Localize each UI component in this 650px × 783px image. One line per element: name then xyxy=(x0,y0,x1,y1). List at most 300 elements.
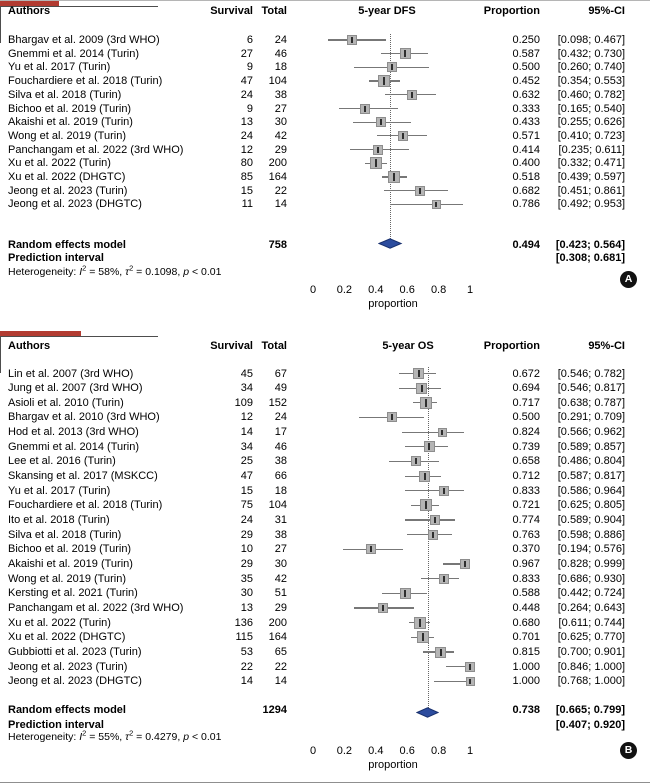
study-survival: 115 xyxy=(235,631,253,644)
estimate-tick xyxy=(404,50,406,57)
study-total: 200 xyxy=(268,157,287,170)
study-author: Ito et al. 2018 (Turin) xyxy=(8,514,110,527)
confidence-interval-line xyxy=(405,490,464,491)
estimate-tick xyxy=(391,64,393,70)
col-header-plot-title: 5-year OS xyxy=(382,340,434,352)
study-proportion: 0.774 xyxy=(512,514,540,527)
study-proportion: 0.824 xyxy=(512,426,540,439)
study-ci: [0.291; 0.709] xyxy=(557,411,625,424)
study-ci: [0.235; 0.611] xyxy=(558,143,625,156)
panel-letter-b: B xyxy=(620,742,637,759)
col-header-total: Total xyxy=(261,5,287,17)
pooled-estimate-diamond xyxy=(378,238,402,249)
study-total: 17 xyxy=(274,426,287,439)
study-survival: 9 xyxy=(246,61,253,74)
study-author: Jeong et al. 2023 (Turin) xyxy=(8,184,128,197)
study-row xyxy=(0,586,650,600)
study-survival: 13 xyxy=(240,602,253,615)
study-row xyxy=(0,660,650,674)
x-axis-tick-label: 0.6 xyxy=(399,745,415,757)
study-proportion: 0.672 xyxy=(512,367,540,380)
estimate-tick xyxy=(382,605,384,611)
study-row xyxy=(0,410,650,424)
study-total: 29 xyxy=(274,602,287,615)
estimate-tick xyxy=(370,546,372,552)
study-survival: 13 xyxy=(240,116,253,129)
estimate-tick xyxy=(419,188,421,194)
study-proportion: 0.694 xyxy=(512,382,540,395)
study-author: Yu et al. 2017 (Turin) xyxy=(8,61,111,74)
study-row xyxy=(0,542,650,556)
estimate-tick xyxy=(434,517,436,523)
study-survival: 15 xyxy=(240,484,253,497)
study-ci: [0.686; 0.930] xyxy=(557,572,625,585)
het-exponent: 2 xyxy=(129,263,134,273)
study-author: Bhargav et al. 2009 (3rd WHO) xyxy=(8,34,160,46)
estimate-tick xyxy=(464,561,466,567)
study-proportion: 1.000 xyxy=(512,675,540,688)
study-proportion: 0.333 xyxy=(512,102,540,115)
study-row xyxy=(0,381,650,395)
study-row xyxy=(0,469,650,483)
estimate-tick xyxy=(424,473,426,480)
study-ci: [0.432; 0.730] xyxy=(557,47,625,60)
study-proportion: 0.452 xyxy=(512,75,540,88)
estimate-tick xyxy=(435,202,437,207)
study-total: 30 xyxy=(274,558,287,571)
study-ci: [0.194; 0.576] xyxy=(557,543,625,556)
study-survival: 24 xyxy=(240,88,253,101)
study-proportion: 0.721 xyxy=(512,499,540,512)
study-survival: 25 xyxy=(240,455,253,468)
study-total: 18 xyxy=(274,484,287,497)
study-ci: [0.589; 0.904] xyxy=(557,514,625,527)
study-author: Gubbiotti et al. 2023 (Turin) xyxy=(8,646,142,659)
study-row xyxy=(0,156,650,170)
study-row xyxy=(0,425,650,439)
study-total: 42 xyxy=(274,129,287,142)
col-header-proportion: Proportion xyxy=(483,340,540,352)
col-header-proportion: Proportion xyxy=(483,5,540,17)
study-total: 65 xyxy=(274,646,287,659)
summary-label: Random effects model xyxy=(8,704,126,716)
het-exponent: 2 xyxy=(129,728,134,738)
study-total: 27 xyxy=(274,543,287,556)
summary-total: 1294 xyxy=(262,704,287,716)
study-total: 104 xyxy=(268,75,287,88)
study-total: 164 xyxy=(268,171,287,183)
study-row xyxy=(0,60,650,74)
estimate-tick xyxy=(421,385,423,392)
estimate-tick xyxy=(441,430,443,435)
het-p-symbol: p xyxy=(183,731,190,743)
col-header-ci: 95%-CI xyxy=(588,340,625,352)
study-survival: 27 xyxy=(240,47,253,60)
study-author: Bichoo et al. 2019 (Turin) xyxy=(8,102,132,115)
col-header-total: Total xyxy=(261,340,287,352)
study-author: Gnemmi et al. 2014 (Turin) xyxy=(8,47,140,60)
study-proportion: 0.500 xyxy=(512,61,540,74)
study-row xyxy=(0,630,650,644)
study-row xyxy=(0,674,650,688)
estimate-tick xyxy=(422,633,424,641)
study-total: 51 xyxy=(274,587,287,600)
study-ci: [0.546; 0.782] xyxy=(557,367,625,380)
study-proportion: 0.701 xyxy=(512,631,540,644)
study-ci: [0.486; 0.804] xyxy=(557,455,625,468)
study-ci: [0.098; 0.467] xyxy=(557,34,625,46)
study-proportion: 0.588 xyxy=(512,587,540,600)
study-total: 22 xyxy=(274,660,287,673)
x-axis-line xyxy=(0,336,158,337)
study-author: Xu et al. 2022 (DHGTC) xyxy=(8,631,126,644)
study-total: 27 xyxy=(274,102,287,115)
x-axis-tick-label: 0.6 xyxy=(399,284,415,296)
study-ci: [0.264; 0.643] xyxy=(557,602,625,615)
study-total: 24 xyxy=(274,34,287,46)
forest-panel-os xyxy=(0,331,650,783)
study-row xyxy=(0,498,650,512)
estimate-tick xyxy=(380,119,382,125)
prediction-ci: [0.407; 0.920] xyxy=(555,719,625,731)
estimate-tick xyxy=(393,173,395,181)
study-ci: [0.700; 0.901] xyxy=(557,646,625,659)
x-axis-tick-label: 0.8 xyxy=(430,284,447,296)
study-row xyxy=(0,88,650,102)
confidence-interval-line xyxy=(328,39,386,40)
study-total: 29 xyxy=(274,143,287,156)
study-row xyxy=(0,601,650,615)
study-proportion: 0.400 xyxy=(512,157,540,170)
study-row xyxy=(0,184,650,198)
study-total: 49 xyxy=(274,382,287,395)
estimate-tick xyxy=(469,664,471,670)
study-ci: [0.589; 0.857] xyxy=(557,440,625,453)
study-author: Hod et al. 2013 (3rd WHO) xyxy=(8,426,139,439)
estimate-tick xyxy=(419,619,421,627)
study-survival: 29 xyxy=(240,528,253,541)
study-row xyxy=(0,367,650,381)
x-axis-caption: proportion xyxy=(368,298,418,310)
estimate-tick xyxy=(440,649,442,656)
study-total: 67 xyxy=(274,367,287,380)
col-header-ci: 95%-CI xyxy=(588,5,625,17)
study-survival: 12 xyxy=(240,143,253,156)
study-author: Lee et al. 2016 (Turin) xyxy=(8,455,116,468)
study-row xyxy=(0,115,650,129)
study-row xyxy=(0,557,650,571)
study-author: Jung et al. 2007 (3rd WHO) xyxy=(8,382,143,395)
study-row xyxy=(0,513,650,527)
study-survival: 12 xyxy=(240,411,253,424)
estimate-tick xyxy=(469,679,471,684)
study-author: Bichoo et al. 2019 (Turin) xyxy=(8,543,132,556)
study-proportion: 0.739 xyxy=(512,440,540,453)
study-survival: 24 xyxy=(240,129,253,142)
study-survival: 30 xyxy=(240,587,253,600)
study-row xyxy=(0,440,650,454)
study-survival: 45 xyxy=(240,367,253,380)
study-ci: [0.260; 0.740] xyxy=(557,61,625,74)
study-survival: 80 xyxy=(240,157,253,170)
study-proportion: 0.712 xyxy=(512,470,540,483)
study-row xyxy=(0,616,650,630)
het-i-symbol: I xyxy=(79,266,83,278)
study-ci: [0.828; 0.999] xyxy=(557,558,625,571)
study-total: 66 xyxy=(274,470,287,483)
study-survival: 14 xyxy=(240,426,253,439)
study-total: 38 xyxy=(274,455,287,468)
study-author: Gnemmi et al. 2014 (Turin) xyxy=(8,440,140,453)
study-total: 22 xyxy=(274,184,287,197)
heterogeneity-note xyxy=(8,730,221,744)
study-author: Wong et al. 2019 (Turin) xyxy=(8,572,127,585)
study-ci: [0.611; 0.744] xyxy=(558,616,625,629)
study-total: 46 xyxy=(274,47,287,60)
study-ci: [0.165; 0.540] xyxy=(557,102,625,115)
study-row xyxy=(0,33,650,47)
confidence-interval-line xyxy=(402,432,464,433)
estimate-tick xyxy=(411,92,413,98)
study-author: Asioli et al. 2010 (Turin) xyxy=(8,396,124,409)
het-i-symbol: I xyxy=(79,731,83,743)
study-row xyxy=(0,47,650,61)
study-proportion: 0.571 xyxy=(512,129,540,142)
study-row xyxy=(0,74,650,88)
study-total: 38 xyxy=(274,88,287,101)
study-ci: [0.460; 0.782] xyxy=(557,88,625,101)
study-survival: 15 xyxy=(240,184,253,197)
study-ci: [0.598; 0.886] xyxy=(557,528,625,541)
study-ci: [0.768; 1.000] xyxy=(557,675,625,688)
study-total: 46 xyxy=(274,440,287,453)
study-author: Xu et al. 2022 (DHGTC) xyxy=(8,171,126,183)
study-total: 18 xyxy=(274,61,287,74)
study-row xyxy=(0,143,650,157)
x-axis-tick-label: 0 xyxy=(309,284,317,296)
summary-ci: [0.423; 0.564] xyxy=(555,239,625,251)
study-survival: 29 xyxy=(240,558,253,571)
study-total: 152 xyxy=(268,396,287,409)
het-tau-value: = 0.4279, xyxy=(136,731,181,743)
het-tau-symbol: τ xyxy=(125,731,130,743)
study-proportion: 0.682 xyxy=(512,184,540,197)
study-row xyxy=(0,572,650,586)
summary-total: 758 xyxy=(268,239,287,251)
x-axis-tick-label: 0.8 xyxy=(430,745,447,757)
study-total: 42 xyxy=(274,572,287,585)
study-survival: 10 xyxy=(240,543,253,556)
col-header-authors: Authors xyxy=(8,340,51,352)
study-survival: 34 xyxy=(240,440,253,453)
pooled-estimate-diamond xyxy=(416,707,439,718)
panel-letter-a: A xyxy=(620,271,637,288)
study-row xyxy=(0,528,650,542)
study-ci: [0.255; 0.626] xyxy=(557,116,625,129)
study-row xyxy=(0,454,650,468)
study-row xyxy=(0,484,650,498)
study-author: Jeong et al. 2023 (Turin) xyxy=(8,660,128,673)
study-survival: 6 xyxy=(246,34,253,46)
study-ci: [0.846; 1.000] xyxy=(557,660,625,673)
study-proportion: 0.680 xyxy=(512,616,540,629)
study-author: Fouchardiere et al. 2018 (Turin) xyxy=(8,75,163,88)
het-p-symbol: p xyxy=(183,266,190,278)
study-ci: [0.587; 0.817] xyxy=(557,470,625,483)
study-survival: 53 xyxy=(240,646,253,659)
het-tau-value: = 0.1098, xyxy=(136,266,181,278)
x-axis-tick-label: 1 xyxy=(466,745,474,757)
study-total: 24 xyxy=(274,411,287,424)
study-ci: [0.410; 0.723] xyxy=(557,129,625,142)
het-i-value: = 55%, xyxy=(89,731,123,743)
estimate-tick xyxy=(402,133,404,139)
x-axis-tick-label: 1 xyxy=(466,284,474,296)
study-survival: 34 xyxy=(240,382,253,395)
study-author: Silva et al. 2018 (Turin) xyxy=(8,528,122,541)
study-survival: 9 xyxy=(246,102,253,115)
study-row xyxy=(0,170,650,184)
estimate-tick xyxy=(443,488,445,494)
study-proportion: 0.370 xyxy=(512,543,540,556)
forest-panel-dfs xyxy=(0,1,650,331)
col-header-authors: Authors xyxy=(8,5,51,17)
study-proportion: 0.786 xyxy=(512,198,540,211)
study-survival: 75 xyxy=(240,499,253,512)
estimate-tick xyxy=(383,77,385,85)
study-total: 38 xyxy=(274,528,287,541)
study-proportion: 0.658 xyxy=(512,455,540,468)
study-author: Akaishi et al. 2019 (Turin) xyxy=(8,116,133,129)
study-survival: 11 xyxy=(241,198,253,211)
estimate-tick xyxy=(377,147,379,153)
study-author: Jeong et al. 2023 (DHGTC) xyxy=(8,675,142,688)
study-survival: 47 xyxy=(240,470,253,483)
study-ci: [0.586; 0.964] xyxy=(557,484,625,497)
study-proportion: 0.433 xyxy=(512,116,540,129)
study-row xyxy=(0,645,650,659)
study-total: 14 xyxy=(274,675,287,688)
x-axis-caption: proportion xyxy=(368,759,418,771)
study-proportion: 0.763 xyxy=(512,528,540,541)
study-survival: 24 xyxy=(240,514,253,527)
study-author: Wong et al. 2019 (Turin) xyxy=(8,129,127,142)
study-author: Bhargav et al. 2010 (3rd WHO) xyxy=(8,411,160,424)
estimate-tick xyxy=(443,576,445,582)
het-tau-symbol: τ xyxy=(125,266,130,278)
study-proportion: 0.414 xyxy=(512,143,540,156)
study-author: Fouchardiere et al. 2018 (Turin) xyxy=(8,499,163,512)
col-header-survival: Survival xyxy=(210,5,253,17)
estimate-tick xyxy=(432,532,434,538)
study-row xyxy=(0,129,650,143)
study-author: Jeong et al. 2023 (DHGTC) xyxy=(8,198,142,211)
study-author: Silva et al. 2018 (Turin) xyxy=(8,88,122,101)
study-survival: 136 xyxy=(234,616,253,629)
study-author: Akaishi et al. 2019 (Turin) xyxy=(8,558,133,571)
study-total: 164 xyxy=(268,631,287,644)
study-survival: 85 xyxy=(240,171,253,183)
study-author: Skansing et al. 2017 (MSKCC) xyxy=(8,470,158,483)
study-proportion: 0.587 xyxy=(512,47,540,60)
study-proportion: 0.833 xyxy=(512,484,540,497)
study-survival: 14 xyxy=(240,675,253,688)
col-header-plot-title: 5-year DFS xyxy=(358,5,416,17)
study-ci: [0.332; 0.471] xyxy=(557,157,625,170)
study-total: 31 xyxy=(274,514,287,527)
study-proportion: 0.500 xyxy=(512,411,540,424)
heterogeneity-note xyxy=(8,265,221,279)
study-row xyxy=(0,102,650,116)
prediction-label: Prediction interval xyxy=(8,719,104,731)
study-ci: [0.354; 0.553] xyxy=(557,75,625,88)
estimate-tick xyxy=(391,414,393,420)
study-ci: [0.625; 0.805] xyxy=(557,499,625,512)
x-axis-tick-label: 0.2 xyxy=(336,745,353,757)
col-header-survival: Survival xyxy=(210,340,253,352)
estimate-tick xyxy=(404,590,406,597)
het-p-value: < 0.01 xyxy=(191,266,222,278)
study-author: Kersting et al. 2021 (Turin) xyxy=(8,587,138,600)
estimate-tick xyxy=(415,458,417,464)
study-ci: [0.566; 0.962] xyxy=(557,426,625,439)
study-row xyxy=(0,197,650,211)
estimate-tick xyxy=(364,106,366,112)
study-survival: 109 xyxy=(234,396,253,409)
study-proportion: 0.518 xyxy=(512,171,540,183)
prediction-label: Prediction interval xyxy=(8,252,104,264)
study-ci: [0.638; 0.787] xyxy=(557,396,625,409)
study-survival: 22 xyxy=(240,660,253,673)
study-ci: [0.625; 0.770] xyxy=(557,631,625,644)
het-p-value: < 0.01 xyxy=(191,731,222,743)
study-ci: [0.546; 0.817] xyxy=(557,382,625,395)
study-survival: 47 xyxy=(240,75,253,88)
x-axis-tick-label: 0.2 xyxy=(336,284,353,296)
study-proportion: 0.448 xyxy=(512,602,540,615)
study-proportion: 0.815 xyxy=(512,646,540,659)
study-author: Xu et al. 2022 (Turin) xyxy=(8,157,111,170)
study-survival: 35 xyxy=(240,572,253,585)
x-axis-tick-label: 0.4 xyxy=(368,745,384,757)
summary-label: Random effects model xyxy=(8,239,126,251)
prediction-ci: [0.308; 0.681] xyxy=(555,252,625,264)
study-author: Panchangam et al. 2022 (3rd WHO) xyxy=(8,602,184,615)
study-proportion: 0.833 xyxy=(512,572,540,585)
study-author: Xu et al. 2022 (Turin) xyxy=(8,616,111,629)
study-proportion: 0.967 xyxy=(512,558,540,571)
summary-ci: [0.665; 0.799] xyxy=(555,704,625,716)
estimate-tick xyxy=(375,159,377,167)
summary-proportion: 0.494 xyxy=(512,239,540,251)
het-label: Heterogeneity: xyxy=(8,266,77,278)
study-total: 30 xyxy=(274,116,287,129)
het-label: Heterogeneity: xyxy=(8,731,77,743)
het-exponent: 2 xyxy=(82,728,87,738)
study-proportion: 0.632 xyxy=(512,88,540,101)
study-total: 104 xyxy=(268,499,287,512)
study-row xyxy=(0,396,650,410)
het-exponent: 2 xyxy=(82,263,87,273)
study-total: 14 xyxy=(274,198,287,211)
x-axis-tick-label: 0 xyxy=(309,745,317,757)
study-ci: [0.492; 0.953] xyxy=(557,198,625,211)
estimate-tick xyxy=(425,501,427,509)
study-total: 200 xyxy=(268,616,287,629)
x-axis-tick-label: 0.4 xyxy=(368,284,384,296)
het-i-value: = 58%, xyxy=(89,266,123,278)
confidence-interval-line xyxy=(390,204,462,205)
